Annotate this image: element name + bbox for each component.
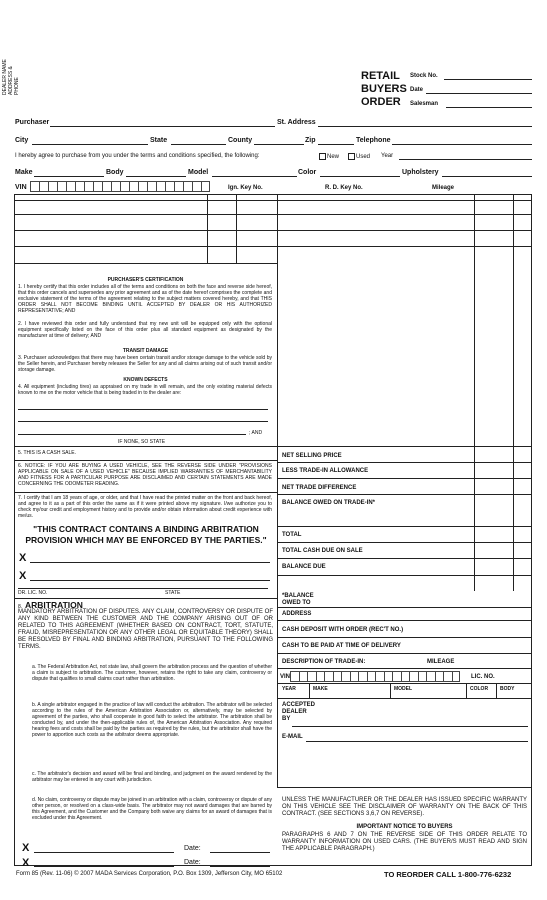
trade-col-4 [496, 683, 497, 698]
arbitration-signature-2[interactable] [34, 866, 174, 867]
title-buyers: BUYERS [361, 83, 407, 95]
title-retail: RETAIL [361, 70, 400, 82]
certification-heading: PURCHASER'S CERTIFICATION [107, 277, 184, 283]
new-label: New [327, 154, 340, 161]
balance-due-label: BALANCE DUE [282, 564, 326, 570]
certification-p7: 7. I certify that I am 18 years of age, or older, and that I have read the printed matter on the front and back hereof, and agree to it as a part of this order the same as if it were printed above my signature. I/we authorize you to check my/our credit and employment history and to provide and/or obtain information about credit experience with me/us. [18, 495, 272, 519]
rd-key-label: R. D. Key No. [325, 185, 363, 191]
net-trade-label: NET TRADE DIFFERENCE [282, 485, 357, 491]
defects-and: ; AND [249, 430, 263, 436]
arbitration-signature-1[interactable] [34, 852, 174, 853]
purchaser-field[interactable] [50, 126, 275, 127]
right-row-line-4 [277, 246, 532, 247]
footer-reorder: TO REORDER CALL 1-800-776-6232 [384, 870, 512, 879]
agree-text: I hereby agree to purchase from you under the terms and conditions specified, the following: [15, 153, 260, 159]
arbitration-x-2: X [22, 857, 30, 869]
defects-line-3[interactable] [18, 434, 246, 435]
trade-line-1 [277, 668, 532, 669]
new-checkbox[interactable] [319, 153, 326, 160]
less-trade-label: LESS TRADE-IN ALLOWANCE [282, 468, 369, 474]
trade-lic-label: LIC. NO. [471, 674, 495, 680]
arbitration-heading: ARBITRATION [25, 600, 83, 610]
state-label: State [150, 137, 168, 144]
color-label: Color [298, 169, 317, 176]
warranty-text: UNLESS THE MANUFACTURER OR THE DEALER HAS ISSUED SPECIFIC WARRANTY ON THIS VEHICLE SEE THE DISCLAIMER OF WARRANTY ON THE BACK OF THIS CONTRACT. (SEE SECTIONS 3,6,7 ON REVERSE). [282, 797, 527, 817]
certification-p5: 5. THIS IS A CASH SALE. [18, 450, 76, 456]
certification-p6: 6. NOTICE: IF YOU ARE BUYING A USED VEHICLE, SEE THE REVERSE SIDE UNDER "PROVISIONS APPLICABLE ON SALE OF A USED VEHICLE" BECAUSE IMPLIED WARRANTIES OF MERCHANTABILITY AND FITNESS FOR A PARTICULAR PURPOSE ARE DISCLAIMED AND CERTAIN STATEMENTS ARE MADE CONCERNING THE ODOMETER READING. [18, 463, 272, 487]
net-selling-label: NET SELLING PRICE [282, 453, 342, 459]
certification-p2: 2. I have reviewed this order and fully understand that my new unit will be equipped only with the optional equipment specifically listed on the face of this order plus all standard equipment as designated by the manufacturer at time of delivery; AND [18, 321, 272, 339]
totals-line-10 [277, 637, 532, 638]
make-label: Make [15, 169, 33, 176]
body-label: Body [106, 169, 124, 176]
upholstery-label: Upholstery [402, 169, 439, 176]
salesman-field[interactable] [446, 107, 532, 108]
arbitration-c: c. The arbitrator's decision and award will be final and binding, and judgment on the award rendered by the arbitrator may be entered in any court with jurisdiction. [32, 771, 272, 783]
certification-p4: 4. All equipment (including tires) as appraised on my trade in will remain, and the only existing material defects known to me on the motor vehicle that is being traded in to the dealer are: [18, 384, 272, 396]
defects-line-1[interactable] [18, 409, 268, 410]
zip-label: Zip [305, 137, 316, 144]
email-label: E-MAIL [282, 734, 303, 740]
left-row-line-8 [14, 492, 277, 493]
arbitration-x-1: X [22, 842, 30, 854]
ign-key-label: Ign. Key No. [228, 185, 263, 191]
mileage-label: Mileage [432, 185, 455, 191]
totals-line-7 [277, 575, 532, 576]
salesman-label: Salesman [410, 101, 439, 107]
totals-line-5 [277, 542, 532, 543]
left-row-line-6 [14, 446, 277, 447]
model-label: Model [188, 169, 209, 176]
cash-deposit-label: CASH DEPOSIT WITH ORDER (REC'T NO.) [282, 627, 404, 633]
accepted-field[interactable] [292, 726, 528, 727]
trade-col-2 [390, 683, 391, 698]
left-row-line-2 [14, 214, 277, 215]
arbitration-date-2[interactable] [210, 866, 270, 867]
defects-heading: KNOWN DEFECTS [123, 377, 168, 383]
totals-line-8 [277, 607, 532, 608]
totals-line-1 [277, 462, 532, 463]
totals-line-2 [277, 478, 532, 479]
trade-vin-label: VIN [280, 674, 291, 680]
totals-line-6 [277, 558, 532, 559]
left-col-line-1 [207, 194, 208, 263]
totals-line-11 [277, 653, 532, 654]
model-field[interactable] [212, 176, 297, 177]
arbitration-date-label-1: Date: [184, 845, 201, 852]
left-row-line-1 [14, 200, 277, 201]
condition-new[interactable] [319, 153, 339, 161]
totals-line-4 [277, 526, 532, 527]
date-label: Date [410, 87, 424, 93]
right-col-line-1 [474, 194, 475, 591]
transit-heading: TRANSIT DAMAGE [122, 348, 169, 354]
county-field[interactable] [254, 144, 304, 145]
trade-description-label: DESCRIPTION OF TRADE-IN: [282, 659, 366, 665]
telephone-field[interactable] [392, 144, 532, 145]
right-col-line-2 [513, 194, 514, 591]
street-field[interactable] [318, 126, 532, 127]
arbitration-b: b. A single arbitrator engaged in the practice of law will conduct the arbitration. The arbitrator will be selected according to the rules of the American Arbitration Association or, alternatively, may be selected by agreement of the parties, who shall cooperate in good faith to select the arbitrator. The arbitration shall be conducted by, and under the then-applicable rules of, the American Arbitration Association. Any required hearing fees and costs shall be paid by the parties as required by the rules, but the arbitrator shall have the power to apportion such costs as the arbitrator deems appropriate. [32, 702, 272, 738]
trade-make-label: MAKE [313, 686, 328, 692]
totals-line-9 [277, 620, 532, 621]
arbitration-d: d. No claim, controversy or dispute may be joined in an arbitration with a claim, controversy or dispute of any other person, or resolved on a class-wide basis. The arbitrator may not award damages that are barred by this Agreement, and the Customer and the Company both waive any claims for an award of damages that is excluded under this Agreement. [32, 797, 272, 821]
address-label: ADDRESS [282, 611, 312, 617]
arbitration-banner: "THIS CONTRACT CONTAINS A BINDING ARBITRATION PROVISION WHICH MAY BE ENFORCED BY THE PARTIES." [25, 524, 267, 545]
date-field[interactable] [426, 93, 532, 94]
year-field[interactable] [399, 159, 532, 160]
stock-no-label: Stock No. [410, 73, 438, 79]
title-order: ORDER [361, 96, 401, 108]
body-field[interactable] [126, 176, 186, 177]
left-row-line-4 [14, 246, 277, 247]
trade-line-3 [277, 698, 532, 699]
city-field[interactable] [32, 144, 148, 145]
sig-state-label: STATE [165, 590, 181, 596]
dr-lic-field[interactable] [18, 588, 268, 589]
defects-line-2[interactable] [18, 421, 268, 422]
telephone-label: Telephone [356, 137, 391, 144]
if-none-label: IF NONE, SO STATE [118, 439, 166, 445]
right-row-line-5 [277, 446, 532, 447]
county-label: County [228, 137, 253, 144]
trade-model-label: MODEL [394, 686, 413, 692]
used-label: Used [356, 154, 371, 161]
footer-form-info: Form 85 (Rev. 11-06) © 2007 MADA Services Corporation, P.O. Box 1309, Jefferson City, MO 65102 [16, 871, 283, 877]
arbitration-a: a. The Federal Arbitration Act, not state law, shall govern the arbitration process and the question of whether a claim is subject to arbitration. The customer, however, retains the right to take any claim, controversy or dispute that qualifies to small claims court rather than arbitration. [32, 664, 272, 682]
right-row-line-3 [277, 230, 532, 231]
total-cash-label: TOTAL CASH DUE ON SALE [282, 548, 363, 554]
trade-year-label: YEAR [282, 686, 296, 692]
form-title [361, 70, 407, 109]
trade-col-3 [466, 683, 467, 698]
cash-delivery-label: CASH TO BE PAID AT TIME OF DELIVERY [282, 643, 401, 649]
make-field[interactable] [34, 176, 104, 177]
trade-mileage-label: MILEAGE [427, 659, 455, 665]
left-row-line-9 [14, 598, 277, 599]
balance-owed-label: BALANCE OWED ON TRADE-IN* [282, 500, 375, 506]
purchaser-label: Purchaser [15, 119, 50, 126]
stock-no-field[interactable] [444, 79, 532, 80]
arbitration-date-1[interactable] [210, 852, 270, 853]
buyer-signature-2[interactable] [30, 580, 270, 581]
left-row-line-7 [14, 460, 277, 461]
street-label: St. Address [277, 119, 316, 126]
zip-field[interactable] [318, 144, 354, 145]
trade-color-label: COLOR [470, 686, 489, 692]
signature-x-1: X [19, 552, 27, 564]
totals-line-3 [277, 494, 532, 495]
state-field[interactable] [171, 144, 226, 145]
color-field[interactable] [320, 176, 400, 177]
right-row-line-1 [277, 200, 532, 201]
star-balance-label: *BALANCE OWED TO [282, 593, 314, 606]
arbitration-date-label-2: Date: [184, 859, 201, 866]
arbitration-number: 8. [18, 604, 23, 610]
email-field[interactable] [306, 741, 528, 742]
left-row-line-5 [14, 263, 277, 264]
certification-p1: 1. I hereby certify that this order includes all of the terms and conditions on both the face and reverse side hereof, that this order cancels and supersedes any prior agreement and as of the date hereof comprises the complete and exclusive statement of the terms of the agreement relating to the subject matters covered hereby, and that THIS ORDER SHALL NOT BECOME BINDING UNTIL ACCEPTED BY DEALER OR HIS AUTHORIZED REPRESENTATIVE; AND [18, 284, 272, 314]
buyer-signature-1[interactable] [30, 562, 270, 563]
signature-x-2: X [19, 570, 27, 582]
notice-heading: IMPORTANT NOTICE TO BUYERS [356, 824, 453, 830]
trade-body-label: BODY [500, 686, 515, 692]
dr-lic-label: DR. LIC. NO. [18, 590, 48, 596]
total-label: TOTAL [282, 532, 302, 538]
notice-body: PARAGRAPHS 6 AND 7 ON THE REVERSE SIDE OF THIS ORDER RELATE TO WARRANTY INFORMATION ON USED CARS. (THE BUYER/S MUST READ AND SIGN THE APPLICABLE PARAGRAPH.) [282, 832, 527, 852]
right-row-line-2 [277, 214, 532, 215]
certification-p3: 3. Purchaser acknowledges that there may have been certain transit and/or storage damage to the vehicle sold by the Seller herein, and Purchaser hereby releases the Seller for any and all claims arising out of such transit and/or storage damage. [18, 355, 272, 373]
year-label: Year [381, 153, 394, 159]
vin-label: VIN [15, 184, 27, 191]
condition-used[interactable] [348, 153, 370, 161]
arbitration-intro: MANDATORY ARBITRATION OF DISPUTES. ANY CLAIM, CONTROVERSY OR DISPUTE OF ANY KIND BETWEEN THE CUSTOMER AND THE COMPANY ARISING OUT OF OR RELATED TO THIS AGREEMENT (WHETHER BASED ON CONTRACT, TORT, STATUTE, FRAUD, MISREPRESENTATION OR ANY OTHER LEGAL OR EQUITABLE THEORY) SHALL BE RESOLVED BY FINAL AND BINDING ARBITRATION, PURSUANT TO THE FOLLOWING TERMS. [18, 609, 273, 650]
accepted-label: ACCEPTED DEALER BY [282, 702, 316, 722]
vin-boxes[interactable] [30, 181, 210, 192]
trade-col-1 [309, 683, 310, 698]
accepted-line [277, 787, 532, 788]
left-col-line-2 [236, 194, 237, 263]
trade-vin-boxes[interactable] [290, 671, 460, 682]
dealer-stamp: DEALER NAME ADDRESS & PHONE [2, 59, 20, 95]
city-label: City [15, 137, 29, 144]
trade-line-2 [277, 683, 532, 684]
left-row-line-3 [14, 230, 277, 231]
used-checkbox[interactable] [348, 153, 355, 160]
upholstery-field[interactable] [442, 176, 532, 177]
